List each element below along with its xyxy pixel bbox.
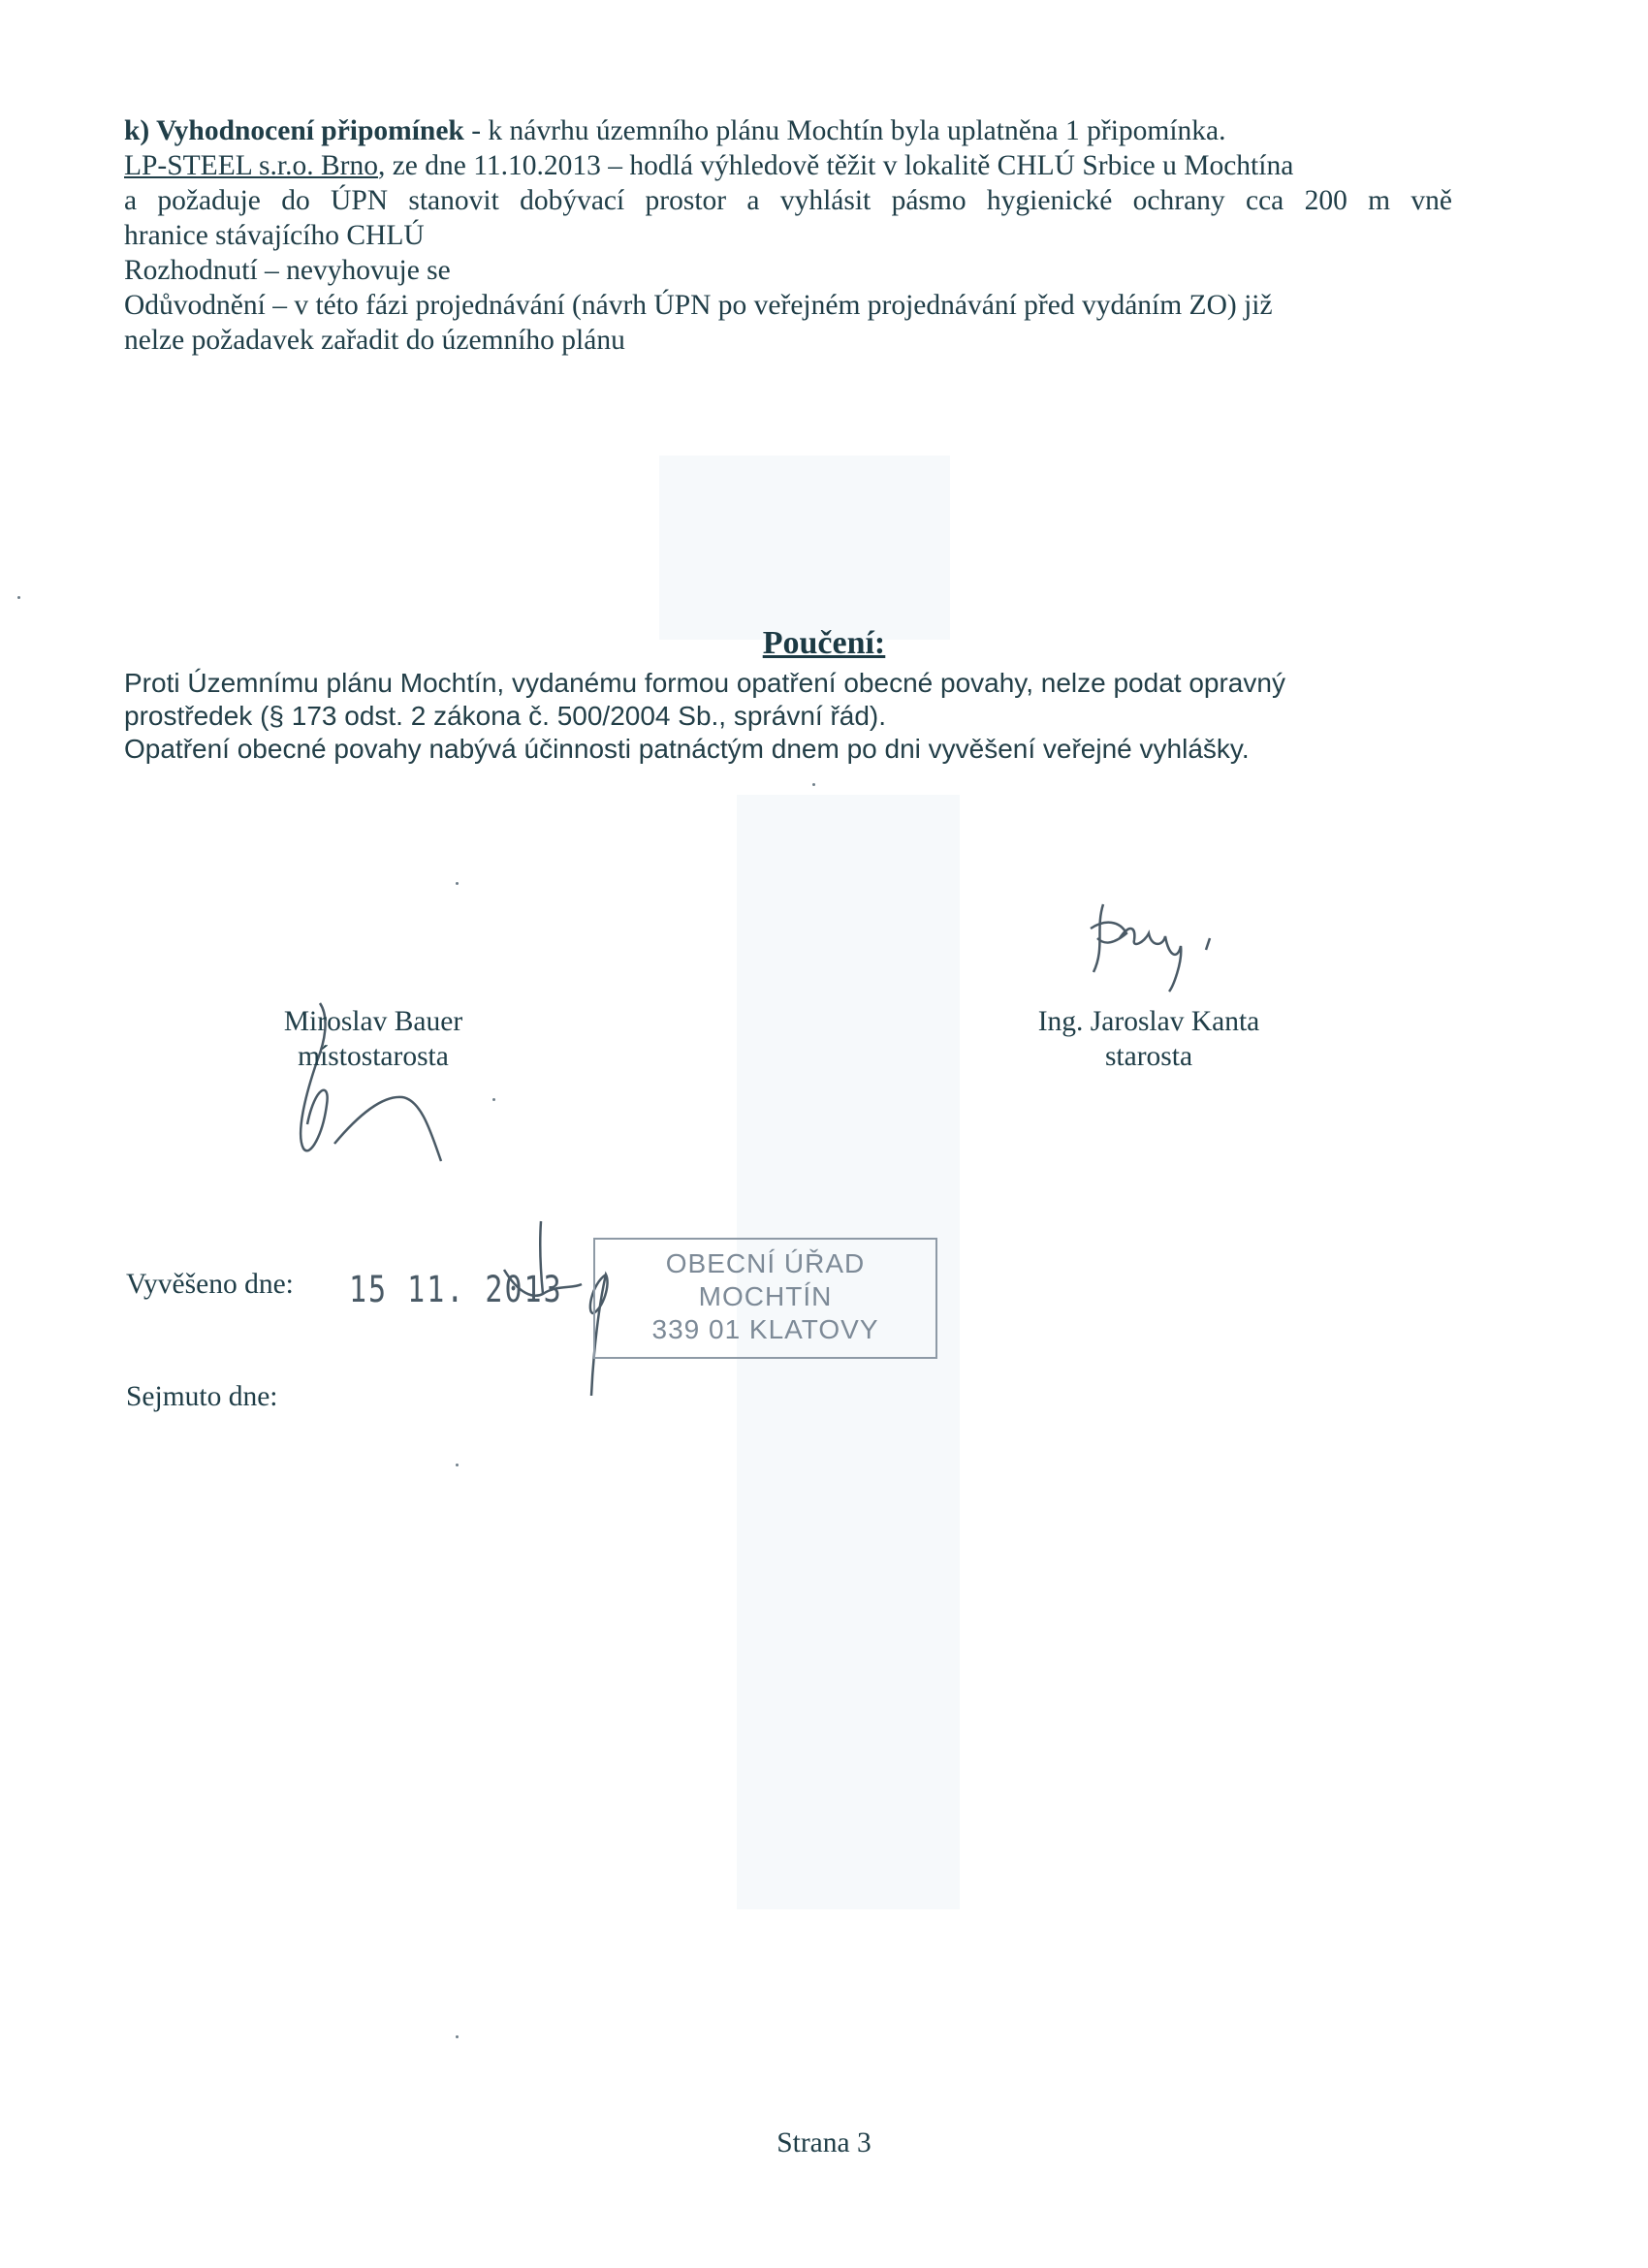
section-k-heading-rest: - k návrhu územního plánu Mochtín byla uplatněna 1 připomínka.	[463, 115, 1226, 146]
stamp-line-2: MOCHTÍN	[698, 1281, 833, 1311]
submitter-name: LP-STEEL s.r.o. Brno	[124, 150, 378, 181]
signatory-right-name: Ing. Jaroslav Kanta	[1037, 1006, 1260, 1037]
signatory-left	[233, 1004, 514, 1074]
removed-label: Sejmuto dne:	[126, 1381, 278, 1412]
scan-speck	[456, 882, 459, 885]
stamp-line-1: OBECNÍ ÚŘAD	[665, 1248, 866, 1278]
stamp-line-3: 339 01 KLATOVY	[651, 1314, 879, 1344]
signatory-left-role: místostarosta	[298, 1041, 449, 1072]
posted-label: Vyvěšeno dne:	[126, 1269, 294, 1300]
posted-date: 15 11. 2013	[349, 1269, 563, 1311]
signatory-right-role: starosta	[1104, 1041, 1193, 1072]
section-k-heading-line	[124, 113, 1452, 148]
decision-text: Rozhodnutí – nevyhovuje se	[124, 255, 451, 286]
office-stamp	[593, 1238, 937, 1359]
section-k-line-2-rest: , ze dne 11.10.2013 – hodlá výhledově těžit v lokalitě CHLÚ Srbice u Mochtína	[377, 150, 1294, 181]
pouceni-line-1: Proti Územnímu plánu Mochtín, vydanému formou opatření obecné povahy, nelze podat opravný	[124, 668, 1285, 698]
reason-line-2: nelze požadavek zařadit do územního plánu	[124, 325, 625, 356]
pouceni-text	[124, 667, 1375, 766]
section-k-line-2	[124, 148, 1452, 183]
pouceni-heading: Poučení:	[762, 625, 886, 661]
scan-speck	[456, 1464, 459, 1466]
scan-speck	[456, 2035, 459, 2038]
section-k-line-4: hranice stávajícího CHLÚ	[124, 220, 425, 251]
section-k-line-3: a požaduje do ÚPN stanovit dobývací prostor a vyhlásit pásmo hygienické ochrany cca 200 m vně	[124, 185, 1452, 216]
page-number: Strana 3	[776, 2127, 872, 2158]
scan-shading	[659, 456, 950, 640]
signatory-right	[994, 1004, 1304, 1074]
pouceni-line-2: prostředek (§ 173 odst. 2 zákona č. 500/2004 Sb., správní řád).	[124, 701, 887, 731]
scan-speck	[812, 783, 815, 786]
signatory-left-name: Miroslav Bauer	[283, 1006, 463, 1037]
section-k	[124, 113, 1452, 358]
pouceni-line-3: Opatření obecné povahy nabývá účinnosti patnáctým dnem po dni vyvěšení veřejné vyhlášky.	[124, 734, 1250, 764]
reason-line-1: Odůvodnění – v této fázi projednávání (návrh ÚPN po veřejném projednávání před vydáním ZO) již	[124, 290, 1273, 321]
scan-speck	[17, 596, 20, 599]
section-k-heading: k) Vyhodnocení připomínek	[124, 115, 464, 146]
signature-right-icon	[1076, 890, 1231, 996]
scan-speck	[492, 1098, 495, 1101]
